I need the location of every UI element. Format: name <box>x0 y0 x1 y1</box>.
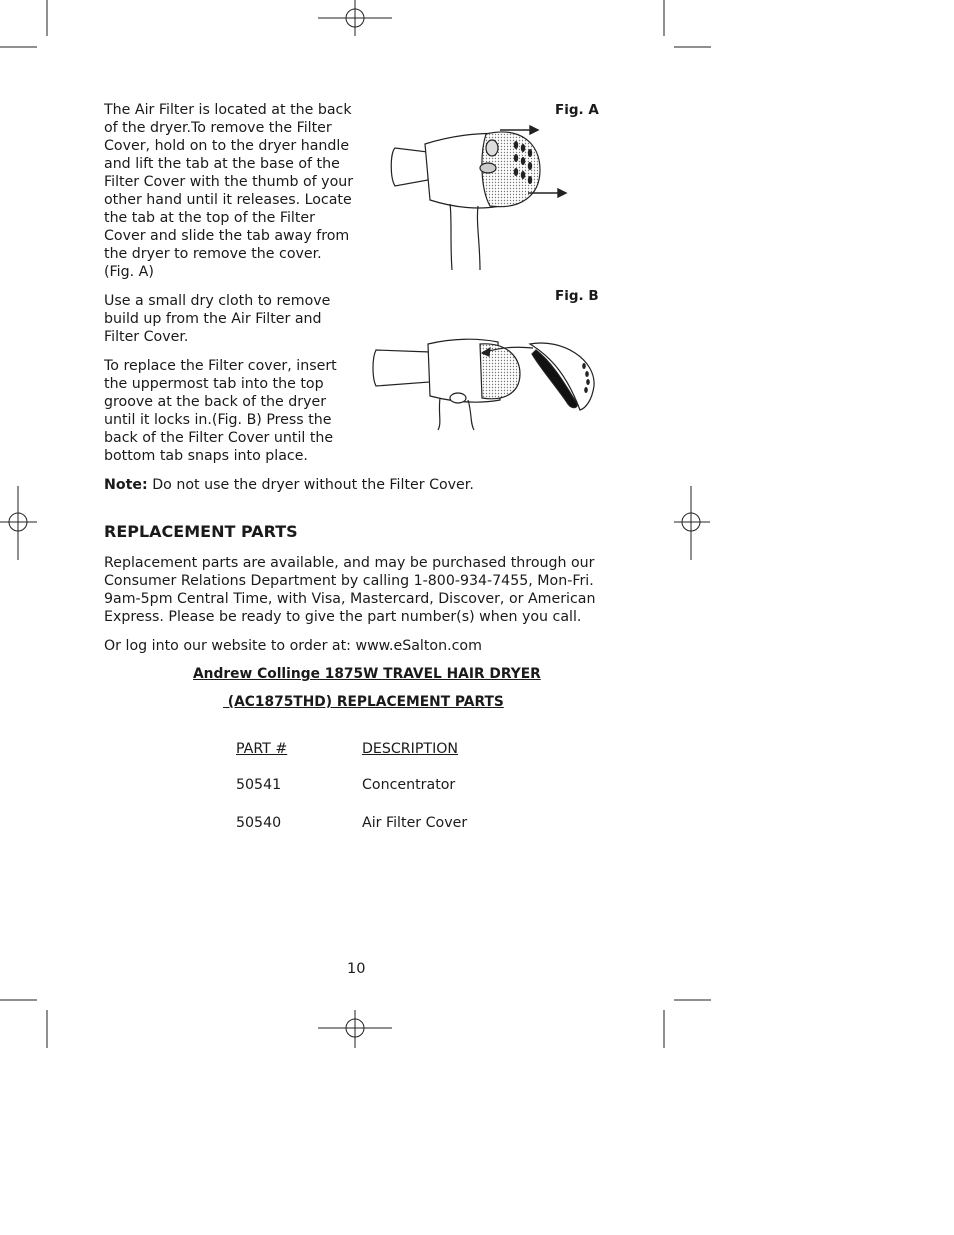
table-header-description: DESCRIPTION <box>362 741 459 757</box>
table-row-1-part: 50541 <box>236 777 282 793</box>
note-label: Note: <box>104 477 148 493</box>
table-row-2-description: Air Filter Cover <box>362 815 468 831</box>
replacement-parts-heading: REPLACEMENT PARTS <box>104 522 298 541</box>
website-paragraph: Or log into our website to order at: www.eSalton.com <box>104 638 482 654</box>
fig-a-label: Fig. A <box>555 102 599 118</box>
parts-title-line-2: (AC1875THD) REPLACEMENT PARTS <box>223 694 504 710</box>
filter-removal-paragraph: The Air Filter is located at the back of the dryer.To remove the Filter Cover, hold on to the dryer handle and lift the tab at the base of the Filter Cover with the thumb of your other hand until it releases. Locate the tab at the top of the Filter Cover and slide the tab away from the dryer to remove the cover. (Fig. A) <box>104 102 354 280</box>
fig-b-label: Fig. B <box>555 288 599 304</box>
table-row-1-description: Concentrator <box>362 777 456 793</box>
replacement-info-paragraph: Replacement parts are available, and may be purchased through our Consumer Relations Department by calling 1-800-934-7455, Mon-Fri. 9am-5pm Central Time, with Visa, Mastercard, Discover, or American Express. Please be ready to give the part number(s) when you call. <box>104 555 596 625</box>
page-number: 10 <box>347 961 366 977</box>
fig-a-dryer-illustration <box>380 118 580 273</box>
cleaning-paragraph: Use a small dry cloth to remove build up from the Air Filter and Filter Cover. <box>104 293 331 345</box>
note-paragraph <box>104 476 604 494</box>
fig-b-dryer-illustration <box>368 338 600 434</box>
table-header-part: PART # <box>236 741 288 757</box>
parts-title-line-1: Andrew Collinge 1875W TRAVEL HAIR DRYER <box>193 666 541 682</box>
table-row-2-part: 50540 <box>236 815 282 831</box>
filter-replace-paragraph: To replace the Filter cover, insert the uppermost tab into the top groove at the back of the dryer until it locks in.(Fig. B) Press the back of the Filter Cover until the bottom tab snaps into place. <box>104 358 337 464</box>
note-text: Do not use the dryer without the Filter Cover. <box>147 477 474 493</box>
